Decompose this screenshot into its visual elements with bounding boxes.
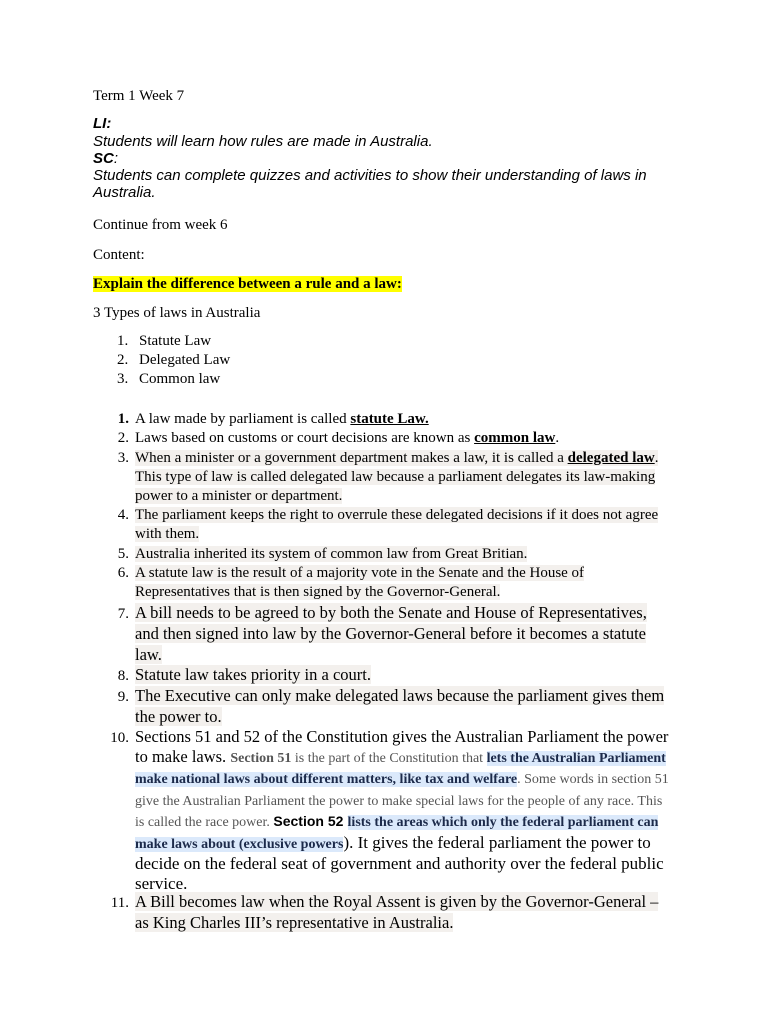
highlighted-task-text: Explain the difference between a rule and a law: [93, 276, 402, 292]
list-item: 2. Delegated Law [117, 352, 231, 368]
point-4: 4. The parliament keeps the right to overrule these delegated decisions if it does not agree with them. [117, 507, 659, 542]
highlighted-task [93, 276, 402, 293]
sc-text-line-2: Australia. [93, 184, 156, 201]
statute-law-term: statute Law. [350, 411, 429, 427]
point-2: 2. Laws based on customs or court decisions are known as common law. [117, 430, 560, 446]
list-item: 1. Statute Law [117, 333, 212, 349]
point-5: 5. Australia inherited its system of common law from Great Britian. [117, 546, 528, 562]
types-heading: 3 Types of laws in Australia [93, 305, 261, 321]
sc-label: SC [93, 150, 114, 167]
term-heading: Term 1 Week 7 [93, 88, 185, 104]
li-text: Students will learn how rules are made in Australia. [93, 133, 433, 150]
point-8: 8. Statute law takes priority in a court. [117, 665, 371, 684]
point-3: 3. When a minister or a government department makes a law, it is called a delegated law. This type of law is called delegated law because a parliament delegates its law-making power to a minister or department. [117, 450, 659, 504]
sc-colon: : [113, 150, 119, 167]
point-10: 10. Sections 51 and 52 of the Constitution gives the Australian Parliament the power to make laws. Section 51 is the part of the Constitution that lets the Australian Parliament make national laws about different matters, like tax and welfare. Some words in section 51 give the Australian Parliament the power to make special laws for the people of any race. This is called the race power. Section 52 lists the areas which only the federal parliament can make laws about (exclusive powers). It gives the federal parliament the power to decide on the federal seat of government and authority over the federal public service. [110, 727, 669, 893]
point-9: 9. The Executive can only make delegated laws because the parliament gives them the power to. [117, 686, 665, 726]
common-law-term: common law [474, 430, 556, 446]
point-1: 1. A law made by parliament is called statute Law. [117, 411, 429, 427]
delegated-law-term: delegated law [567, 450, 655, 466]
sc-text-line-1: Students can complete quizzes and activities to show their understanding of laws in [93, 167, 647, 184]
section-52-ref: Section 52 [273, 813, 344, 829]
sc-heading [93, 150, 118, 168]
continue-note: Continue from week 6 [93, 217, 228, 233]
list-item: 3. Common law [117, 371, 221, 387]
point-11: 11. A Bill becomes law when the Royal Assent is given by the Governor-General – as King Charles III’s representative in Australia. [110, 892, 659, 932]
li-label: LI: [93, 115, 112, 132]
point-6: 6. A statute law is the result of a majority vote in the Senate and the House of Representatives that is then signed by the Governor-General. [117, 565, 585, 600]
types-list [93, 332, 230, 389]
section-51-ref: Section 51 [230, 750, 292, 766]
content-label: Content: [93, 247, 145, 263]
point-7: 7. A bill needs to be agreed to by both the Senate and House of Representatives, and then signed into law by the Governor-General before it becomes a statute law. [117, 603, 647, 664]
